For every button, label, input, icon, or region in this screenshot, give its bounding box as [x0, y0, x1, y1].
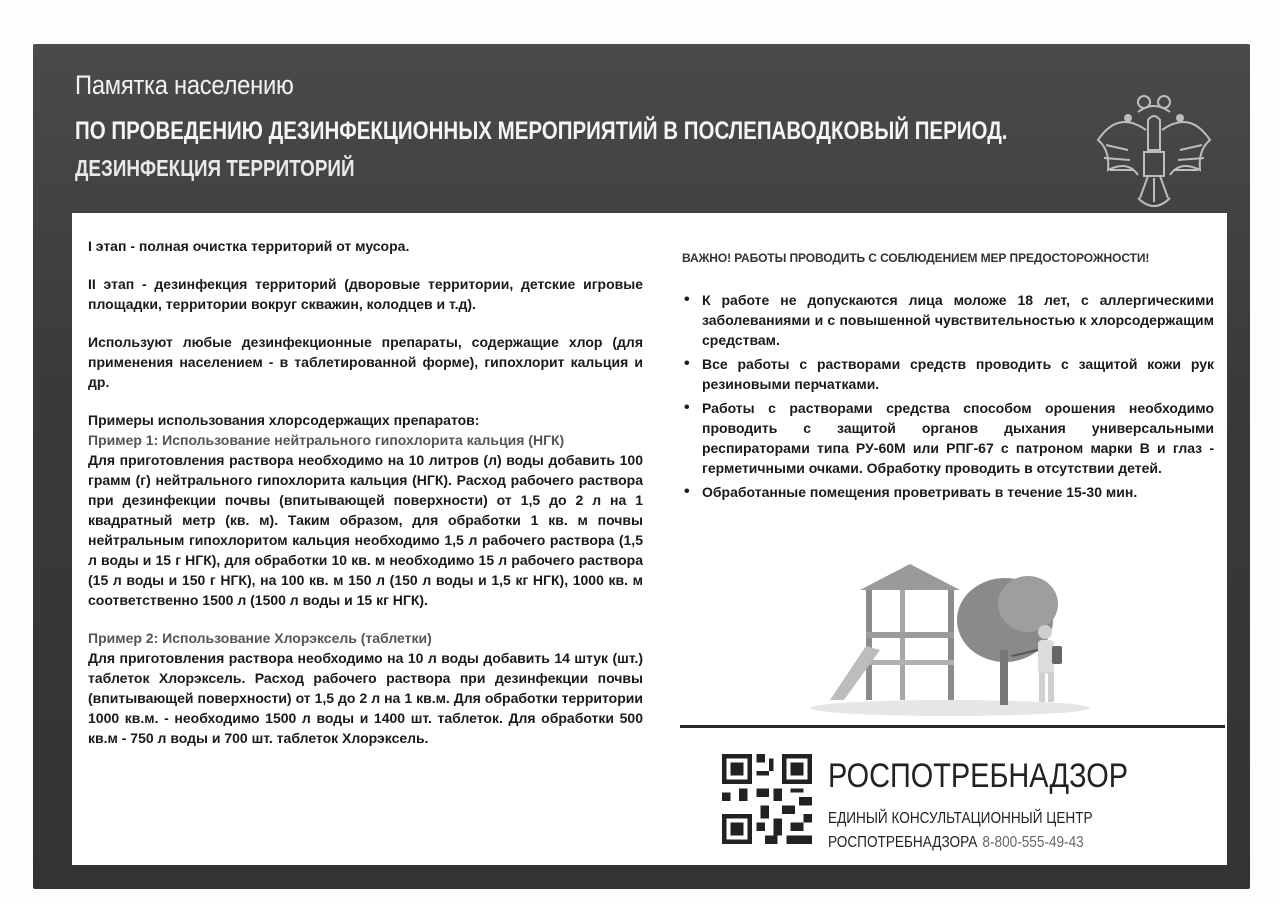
phone-number[interactable]: 8-800-555-49-43 — [982, 834, 1084, 851]
consult-center-name: РОСПОТРЕБНАДЗОРА — [828, 834, 978, 851]
playground-illustration-icon — [800, 560, 1100, 720]
example1-text: Для приготовления раствора необходимо на 10 литров (л) воды добавить 100 грамм (г) нейтрального гипохлорита кальция (НГК). Расход рабочего раствора при дезинфекции почвы (впитывающей поверхности) от 1,5 до 2 л на 1 квадратный метр (кв. м). Таким образом, для обработки 1 кв. м почвы нейтральным гипохлоритом кальция необходимо 1,5 л рабочего раствора (1,5 л воды и 15 г НГК), для обработки 10 кв. м необходимо 15 л рабочего раствора (15 л воды и 150 г НГК), на 100 кв. м 150 л (150 л воды и 1,5 кг НГК), 1000 кв. м соответственно 1500 л (1500 л воды и 15 кг НГК). — [88, 452, 643, 608]
header-subtitle: ПО ПРОВЕДЕНИЮ ДЕЗИНФЕКЦИОННЫХ МЕРОПРИЯТИЙ В ПОСЛЕПАВОДКОВЫЙ ПЕРИОД. — [75, 117, 1008, 145]
example2-title: Пример 2: Использование Хлорэксель (таблетки) — [88, 630, 432, 646]
qr-code-icon[interactable] — [722, 754, 812, 844]
list-item: • К работе не допускаются лица моложе 18 лет, с аллергическими заболеваниями и с повышенной чувствительностью к хлорсодержащим средствам. — [702, 290, 1214, 350]
left-column — [88, 236, 643, 766]
precautions-list — [682, 290, 1214, 502]
footer-divider — [680, 725, 1225, 728]
list-item: • Все работы с растворами средств проводить с защитой кожи рук резиновыми перчатками. — [702, 354, 1214, 394]
example1-title: Пример 1: Использование нейтрального гипохлорита кальция (НГК) — [88, 432, 565, 448]
right-column — [682, 248, 1214, 506]
eagle-emblem-icon — [1088, 90, 1220, 220]
agents-text: Используют любые дезинфекционные препараты, содержащие хлор (для применения населением - в таблетированной форме), гипохлорит кальция и др. — [88, 334, 643, 390]
header-topic: ДЕЗИНФЕКЦИЯ ТЕРРИТОРИЙ — [75, 155, 355, 181]
list-item: • Обработанные помещения проветривать в течение 15-30 мин. — [702, 482, 1214, 502]
examples-title: Примеры использования хлорсодержащих препаратов: — [88, 412, 480, 428]
consult-center-line2 — [828, 834, 1084, 852]
consult-center-line1: ЕДИНЫЙ КОНСУЛЬТАЦИОННЫЙ ЦЕНТР — [828, 810, 1093, 827]
list-item: • Работы с растворами средства способом орошения необходимо проводить с защитой органов дыхания универсальными респираторами типа РУ-60М или РПГ-67 с патроном марки В и глаз - герметичными очками. Обработку проводить в отсутствии детей. — [702, 398, 1214, 478]
brand-name: РОСПОТРЕБНАДЗОР — [828, 757, 1128, 795]
stage1-text: I этап - полная очистка территорий от мусора. — [88, 238, 410, 254]
warning-heading: ВАЖНО! РАБОТЫ ПРОВОДИТЬ С СОБЛЮДЕНИЕМ МЕР ПРЕДОСТОРОЖНОСТИ! — [682, 251, 1150, 265]
example2-text: Для приготовления раствора необходимо на 10 л воды добавить 14 штук (шт.) таблеток Хлорэксель. Расход рабочего раствора при дезинфекции почвы (впитывающей поверхности) от 1,5 до 2 л на 1 кв.м. Для обработки территории 1000 кв.м. - необходимо 1500 л воды и 1400 шт. таблеток. Для обработки 500 кв.м - 750 л воды и 700 шт. таблеток Хлорэксель. — [88, 650, 643, 746]
header-title: Памятка населению — [75, 70, 294, 100]
stage2-text: II этап - дезинфекция территорий (дворовые территории, детские игровые площадки, территории вокруг скважин, колодцев и т.д). — [88, 276, 643, 312]
